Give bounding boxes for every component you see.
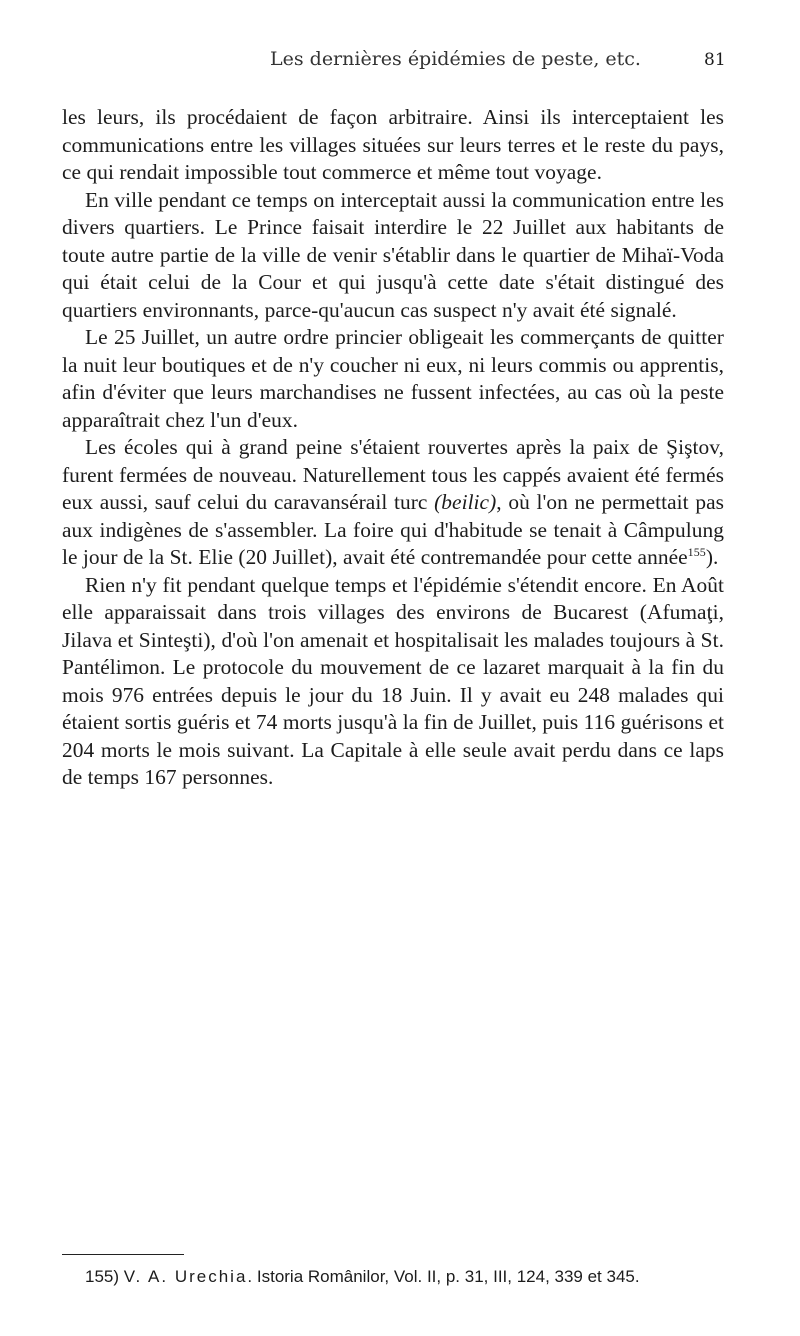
paragraph: Les écoles qui à grand peine s'étaient rouvertes après la paix de Şiştov, furent fermées de nouveau. Naturellement tous les cappés avaient été fermés eux aussi, sauf celui du caravansérail turc (beilic), où l'on ne permettait pas aux indigènes de s'assembler. La foire qui d'habitude se tenait à Câmpulung le jour de la St. Elie (20 Juillet), avait été contremandée pour cette année$^{155}$). xyxy=(62,435,724,569)
footnote xyxy=(62,1265,724,1288)
running-title: Les dernières épidémies de peste, etc. xyxy=(270,48,641,70)
footnote-reference: 155 xyxy=(687,544,706,559)
body-text xyxy=(62,104,724,792)
paragraph: En ville pendant ce temps on interceptait aussi la communication entre les divers quartiers. Le Prince faisait interdire le 22 Juillet aux habitants de toute autre partie de la ville de venir s'établir dans le quartier de Mihaï-Voda qui était celui de la Cour et qui jusqu'à cette date s'était distingué des quartiers environnants, parce-qu'aucun cas suspect n'y avait été signalé. xyxy=(62,187,724,322)
footnote-rule xyxy=(62,1254,184,1255)
paragraph: les leurs, ils procédaient de façon arbitraire. Ainsi ils interceptaient les communications entre les villages situées sur leurs terres et le reste du pays, ce qui rendait impossible tout commerce et même tout voyage. xyxy=(62,105,724,184)
italic-term: (beilic) xyxy=(434,490,497,514)
footnote-text: . Istoria Românilor, Vol. II, p. 31, III, 124, 339 et 345. xyxy=(247,1267,640,1286)
paragraph: Le 25 Juillet, un autre ordre princier obligeait les commerçants de quitter la nuit leur boutiques et de n'y coucher ni eux, ni leurs commis ou apprentis, afin d'éviter que leurs marchandises ne fussent infectées, au cas où la peste apparaîtrait chez l'un d'eux. xyxy=(62,325,724,432)
footnote-number: 155) xyxy=(85,1267,120,1286)
paragraph: Rien n'y fit pendant quelque temps et l'épidémie s'étendit encore. En Août elle apparaissait dans trois villages des environs de Bucarest (Afumaţi, Jilava et Sinteşti), d'où l'on amenait et hospitalisait les malades toujours à St. Pantélimon. Le protocole du mouvement de ce lazaret marquait à la fin du mois 976 entrées depuis le jour du 18 Juin. Il y avait eu 248 malades qui étaient sortis guéris et 74 morts jusqu'à la fin de Juillet, puis 116 guérisons et 204 morts le mois suivant. La Capitale à elle seule avait perdu dans ce laps de temps 167 personnes. xyxy=(62,572,724,789)
footnote-author: V. A. Urechia xyxy=(123,1267,248,1286)
page-number: 81 xyxy=(704,50,726,70)
